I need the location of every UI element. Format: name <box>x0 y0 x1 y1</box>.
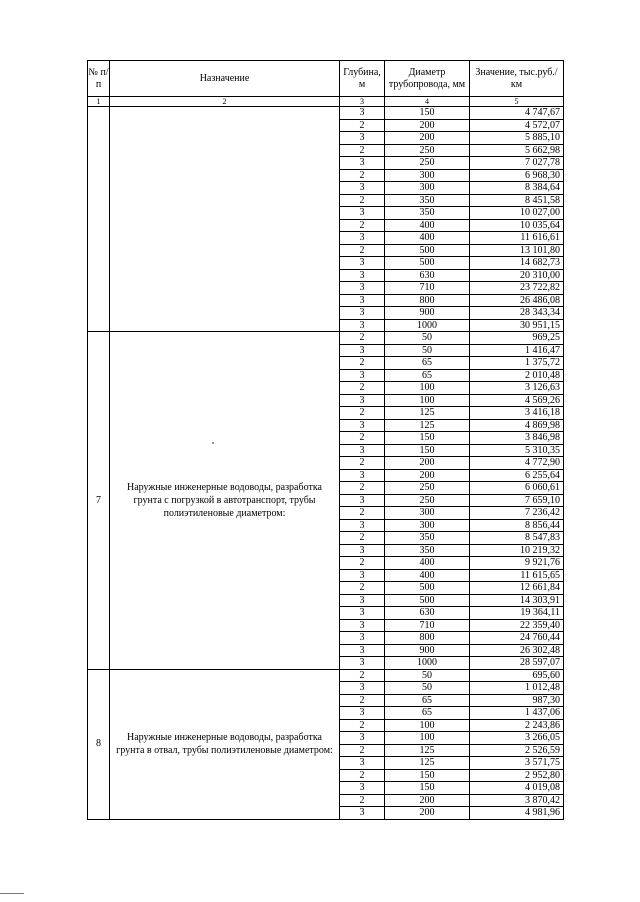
table-row <box>88 669 564 682</box>
cell-diameter: 50 <box>385 669 470 682</box>
cell-value: 2 010,48 <box>470 369 564 382</box>
cell-depth: 2 <box>340 407 385 420</box>
cell-diameter: 100 <box>385 382 470 395</box>
cell-depth: 3 <box>340 419 385 432</box>
group-number: 8 <box>88 669 110 819</box>
cell-depth: 2 <box>340 582 385 595</box>
cell-depth: 3 <box>340 544 385 557</box>
cell-value: 4 772,90 <box>470 457 564 470</box>
cell-value: 26 486,08 <box>470 294 564 307</box>
cell-value: 4 019,08 <box>470 782 564 795</box>
col-number: 1 <box>88 97 110 107</box>
cell-depth: 2 <box>340 119 385 132</box>
cell-value: 4 869,98 <box>470 419 564 432</box>
cell-depth: 3 <box>340 569 385 582</box>
cell-value: 4 747,67 <box>470 107 564 120</box>
cell-diameter: 300 <box>385 519 470 532</box>
cost-table <box>87 60 564 820</box>
cell-value: 12 661,84 <box>470 582 564 595</box>
cell-depth: 3 <box>340 232 385 245</box>
cell-depth: 2 <box>340 382 385 395</box>
cell-value: 8 856,44 <box>470 519 564 532</box>
cell-depth: 3 <box>340 707 385 720</box>
col-number: 4 <box>385 97 470 107</box>
cell-diameter: 150 <box>385 769 470 782</box>
cell-diameter: 250 <box>385 494 470 507</box>
cell-value: 1 375,72 <box>470 357 564 370</box>
cell-diameter: 500 <box>385 244 470 257</box>
cell-value: 28 343,34 <box>470 307 564 320</box>
cell-diameter: 125 <box>385 407 470 420</box>
group-number: 7 <box>88 332 110 670</box>
cell-depth: 3 <box>340 607 385 620</box>
cell-depth: 3 <box>340 632 385 645</box>
cell-value: 6 968,30 <box>470 169 564 182</box>
cell-diameter: 150 <box>385 432 470 445</box>
cell-diameter: 200 <box>385 132 470 145</box>
cell-diameter: 150 <box>385 444 470 457</box>
col-number: 5 <box>470 97 564 107</box>
cell-depth: 2 <box>340 169 385 182</box>
cell-diameter: 630 <box>385 269 470 282</box>
cell-diameter: 200 <box>385 794 470 807</box>
cell-value: 7 027,78 <box>470 157 564 170</box>
cell-value: 695,60 <box>470 669 564 682</box>
cell-diameter: 350 <box>385 532 470 545</box>
cell-value: 11 615,65 <box>470 569 564 582</box>
cell-depth: 3 <box>340 469 385 482</box>
cell-depth: 2 <box>340 669 385 682</box>
cell-depth: 2 <box>340 769 385 782</box>
cell-diameter: 200 <box>385 119 470 132</box>
cell-depth: 2 <box>340 432 385 445</box>
cell-depth: 3 <box>340 757 385 770</box>
cell-depth: 2 <box>340 144 385 157</box>
cell-diameter: 65 <box>385 694 470 707</box>
cell-value: 24 760,44 <box>470 632 564 645</box>
cell-diameter: 65 <box>385 357 470 370</box>
cell-diameter: 800 <box>385 632 470 645</box>
cell-value: 3 416,18 <box>470 407 564 420</box>
cell-diameter: 125 <box>385 744 470 757</box>
cell-depth: 3 <box>340 494 385 507</box>
scan-speck <box>212 442 214 444</box>
cell-diameter: 300 <box>385 182 470 195</box>
cell-diameter: 200 <box>385 807 470 820</box>
cell-diameter: 1000 <box>385 319 470 332</box>
cell-depth: 2 <box>340 507 385 520</box>
cell-depth: 3 <box>340 619 385 632</box>
cell-depth: 3 <box>340 594 385 607</box>
group-description <box>110 107 340 332</box>
cell-value: 1 012,48 <box>470 682 564 695</box>
cell-diameter: 65 <box>385 707 470 720</box>
cell-depth: 2 <box>340 357 385 370</box>
cell-value: 4 572,07 <box>470 119 564 132</box>
cell-depth: 3 <box>340 307 385 320</box>
cell-value: 14 303,91 <box>470 594 564 607</box>
header-depth: Глубина, м <box>340 61 385 97</box>
cell-depth: 3 <box>340 182 385 195</box>
cell-value: 22 359,40 <box>470 619 564 632</box>
cell-diameter: 125 <box>385 757 470 770</box>
cell-depth: 3 <box>340 282 385 295</box>
cell-depth: 2 <box>340 194 385 207</box>
cell-diameter: 150 <box>385 782 470 795</box>
cell-diameter: 500 <box>385 257 470 270</box>
cell-depth: 2 <box>340 457 385 470</box>
cell-diameter: 50 <box>385 344 470 357</box>
cell-value: 987,30 <box>470 694 564 707</box>
cell-depth: 3 <box>340 682 385 695</box>
col-number: 2 <box>110 97 340 107</box>
header-num: № п/п <box>88 61 110 97</box>
cell-value: 14 682,73 <box>470 257 564 270</box>
cell-diameter: 900 <box>385 644 470 657</box>
cell-diameter: 50 <box>385 332 470 345</box>
cell-depth: 3 <box>340 269 385 282</box>
cell-diameter: 900 <box>385 307 470 320</box>
cell-value: 9 921,76 <box>470 557 564 570</box>
cell-depth: 3 <box>340 344 385 357</box>
cell-value: 4 569,26 <box>470 394 564 407</box>
cell-value: 10 027,00 <box>470 207 564 220</box>
cell-depth: 2 <box>340 794 385 807</box>
cell-depth: 2 <box>340 244 385 257</box>
cell-depth: 3 <box>340 132 385 145</box>
cell-depth: 2 <box>340 482 385 495</box>
cell-diameter: 200 <box>385 457 470 470</box>
header-value: Значение, тыс.руб./км <box>470 61 564 97</box>
cell-value: 23 722,82 <box>470 282 564 295</box>
cell-depth: 2 <box>340 694 385 707</box>
cell-value: 2 526,59 <box>470 744 564 757</box>
cell-depth: 3 <box>340 369 385 382</box>
cell-value: 2 952,80 <box>470 769 564 782</box>
cell-diameter: 710 <box>385 282 470 295</box>
cell-value: 5 885,10 <box>470 132 564 145</box>
cell-depth: 2 <box>340 332 385 345</box>
cell-diameter: 500 <box>385 582 470 595</box>
cell-value: 7 659,10 <box>470 494 564 507</box>
cell-value: 1 416,47 <box>470 344 564 357</box>
cell-depth: 2 <box>340 719 385 732</box>
group-number <box>88 107 110 332</box>
cell-value: 4 981,96 <box>470 807 564 820</box>
table-body <box>88 107 564 820</box>
cell-depth: 3 <box>340 782 385 795</box>
cell-diameter: 50 <box>385 682 470 695</box>
header-diameter: Диаметр трубопровода, мм <box>385 61 470 97</box>
cell-depth: 2 <box>340 219 385 232</box>
cell-depth: 3 <box>340 157 385 170</box>
cell-value: 8 547,83 <box>470 532 564 545</box>
cell-value: 26 302,48 <box>470 644 564 657</box>
cell-value: 3 846,98 <box>470 432 564 445</box>
cell-value: 3 870,42 <box>470 794 564 807</box>
cell-depth: 3 <box>340 519 385 532</box>
cell-diameter: 250 <box>385 157 470 170</box>
cell-depth: 3 <box>340 207 385 220</box>
cell-diameter: 350 <box>385 207 470 220</box>
cell-diameter: 400 <box>385 232 470 245</box>
cell-diameter: 500 <box>385 594 470 607</box>
cell-diameter: 125 <box>385 419 470 432</box>
cell-value: 8 451,58 <box>470 194 564 207</box>
cell-value: 28 597,07 <box>470 657 564 670</box>
col-number: 3 <box>340 97 385 107</box>
cell-diameter: 250 <box>385 482 470 495</box>
cell-diameter: 65 <box>385 369 470 382</box>
cell-depth: 2 <box>340 532 385 545</box>
cell-diameter: 800 <box>385 294 470 307</box>
header-name: Назначение <box>110 61 340 97</box>
cell-depth: 3 <box>340 294 385 307</box>
cell-value: 3 266,05 <box>470 732 564 745</box>
cell-depth: 2 <box>340 557 385 570</box>
cell-value: 7 236,42 <box>470 507 564 520</box>
cell-depth: 2 <box>340 744 385 757</box>
cell-diameter: 100 <box>385 719 470 732</box>
cell-value: 5 662,98 <box>470 144 564 157</box>
page-edge-mark <box>0 893 24 894</box>
cell-value: 13 101,80 <box>470 244 564 257</box>
cell-depth: 3 <box>340 807 385 820</box>
cell-value: 6 255,64 <box>470 469 564 482</box>
cell-value: 6 060,61 <box>470 482 564 495</box>
cell-diameter: 400 <box>385 569 470 582</box>
cell-value: 969,25 <box>470 332 564 345</box>
cell-value: 8 384,64 <box>470 182 564 195</box>
cell-value: 1 437,06 <box>470 707 564 720</box>
group-description: Наружные инженерные водоводы, разработка грунта с погрузкой в автотранспорт, трубы полиэтиленовые диаметром: <box>110 332 340 670</box>
cell-diameter: 350 <box>385 194 470 207</box>
cell-diameter: 400 <box>385 557 470 570</box>
cell-diameter: 630 <box>385 607 470 620</box>
cell-diameter: 300 <box>385 169 470 182</box>
cell-value: 10 219,32 <box>470 544 564 557</box>
cell-depth: 3 <box>340 644 385 657</box>
cell-depth: 3 <box>340 394 385 407</box>
cell-value: 5 310,35 <box>470 444 564 457</box>
cell-value: 10 035,64 <box>470 219 564 232</box>
cell-diameter: 300 <box>385 507 470 520</box>
cell-depth: 3 <box>340 257 385 270</box>
cell-diameter: 100 <box>385 394 470 407</box>
table-row <box>88 332 564 345</box>
cell-depth: 3 <box>340 657 385 670</box>
cell-value: 3 571,75 <box>470 757 564 770</box>
cell-value: 3 126,63 <box>470 382 564 395</box>
table-header <box>88 61 564 107</box>
cell-depth: 3 <box>340 319 385 332</box>
cell-depth: 3 <box>340 107 385 120</box>
column-numbers-row <box>88 97 564 107</box>
cell-value: 19 364,11 <box>470 607 564 620</box>
cell-value: 2 243,86 <box>470 719 564 732</box>
cell-value: 11 616,61 <box>470 232 564 245</box>
cell-diameter: 350 <box>385 544 470 557</box>
cell-value: 20 310,00 <box>470 269 564 282</box>
group-description: Наружные инженерные водоводы, разработка грунта в отвал, трубы полиэтиленовые диаметром: <box>110 669 340 819</box>
cell-diameter: 250 <box>385 144 470 157</box>
cell-diameter: 150 <box>385 107 470 120</box>
cell-depth: 3 <box>340 732 385 745</box>
cell-diameter: 710 <box>385 619 470 632</box>
table-row <box>88 107 564 120</box>
cell-diameter: 200 <box>385 469 470 482</box>
cell-diameter: 400 <box>385 219 470 232</box>
cell-value: 30 951,15 <box>470 319 564 332</box>
cell-diameter: 100 <box>385 732 470 745</box>
cell-diameter: 1000 <box>385 657 470 670</box>
cell-depth: 3 <box>340 444 385 457</box>
